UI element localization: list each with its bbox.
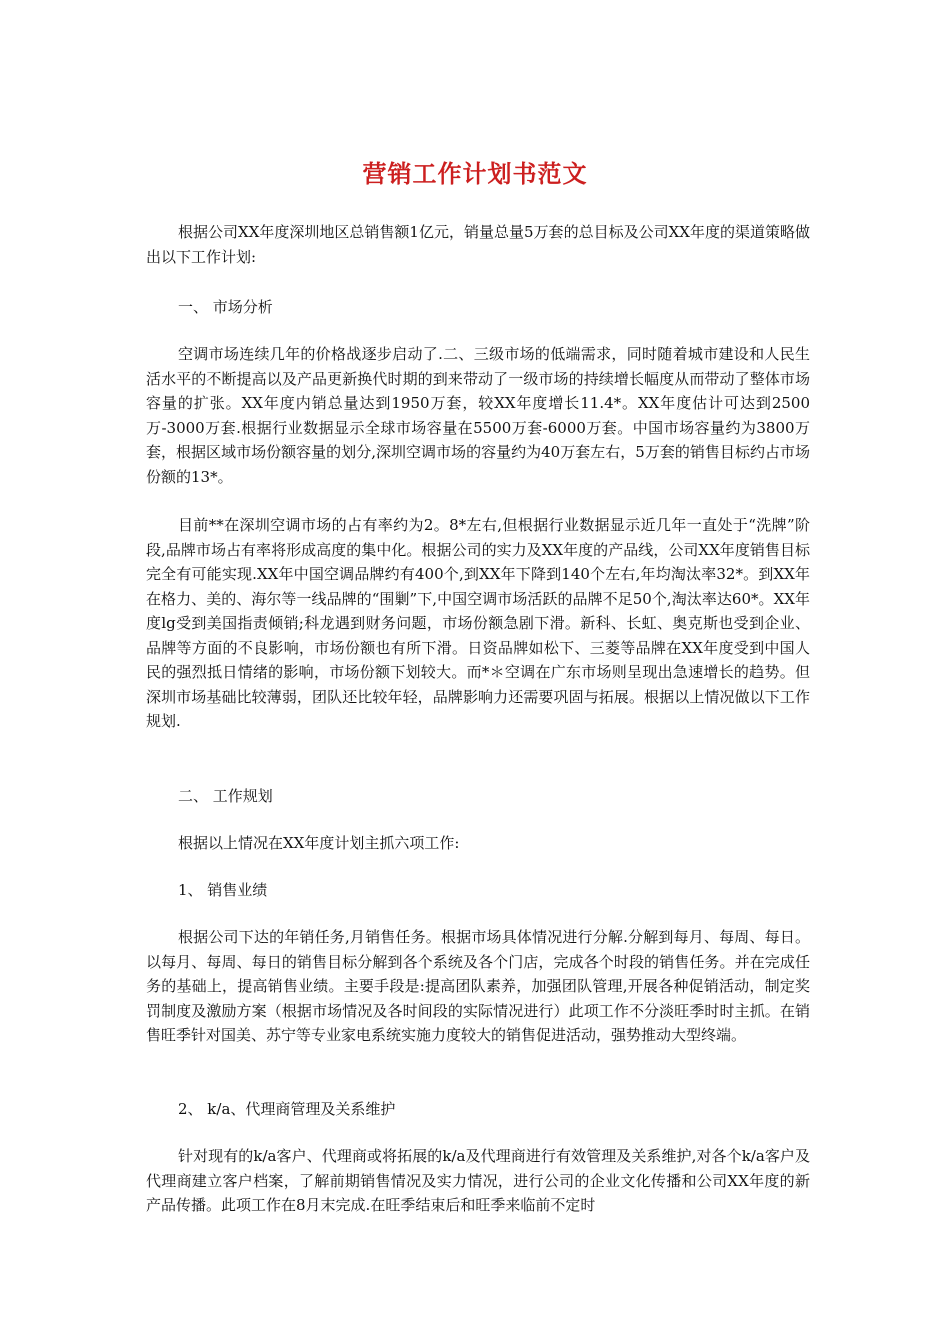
plan-intro-paragraph: 根据以上情况在XX年度计划主抓六项工作: bbox=[178, 834, 460, 852]
document-title: 营销工作计划书范文 bbox=[362, 159, 588, 188]
item-heading-ka-agent-management: 2、 k/a、代理商管理及关系维护 bbox=[178, 1100, 396, 1118]
intro-paragraph: 根据公司XX年度深圳地区总销售额1亿元，销量总量5万套的总目标及公司XX年度的渠道策略做出以下工作计划: bbox=[146, 223, 810, 266]
market-paragraph-2: 目前**在深圳空调市场的占有率约为2。8*左右,但根据行业数据显示近几年一直处于“洗牌”阶段,品牌市场占有率将形成高度的集中化。根据公司的实力及XX年度的产品线，公司XX年度销售目标完全有可能实现.XX年中国空调品牌约有400个,到XX年下降到140个左右,年均淘汰率32*。到XX年在格力、美的、海尔等一线品牌的“围剿”下,中国空调市场活跃的品牌不足50个,淘汰率达60*。XX年度lg受到美国指责倾销;科龙遇到财务问题，市场份额急剧下滑。新科、长虹、奥克斯也受到企业、品牌等方面的不良影响，市场份额也有所下滑。日资品牌如松下、三菱等品牌在XX年度受到中国人民的强烈抵日情绪的影响，市场份额下划较大。而*＊空调在广东市场则呈现出急速增长的趋势。但深圳市场基础比较薄弱，团队还比较年轻，品牌影响力还需要巩固与拓展。根据以上情况做以下工作规划. bbox=[146, 516, 810, 730]
section-heading-work-plan: 二、 工作规划 bbox=[178, 787, 273, 805]
section-heading-market-analysis: 一、 市场分析 bbox=[178, 298, 273, 316]
ka-agent-paragraph: 针对现有的k/a客户、代理商或将拓展的k/a及代理商进行有效管理及关系维护,对各个k/a客户及代理商建立客户档案，了解前期销售情况及实力情况，进行公司的企业文化传播和公司XX年度的新产品传播。此项工作在8月末完成.在旺季结束后和旺季来临前不定时 bbox=[146, 1147, 810, 1214]
item-heading-sales-performance: 1、 销售业绩 bbox=[178, 881, 268, 899]
market-paragraph-1: 空调市场连续几年的价格战逐步启动了.二、三级市场的低端需求，同时随着城市建设和人民生活水平的不断提高以及产品更新换代时期的到来带动了一级市场的持续增长幅度从而带动了整体市场容量的扩张。XX年度内销总量达到1950万套，较XX年度增长11.4*。XX年度估计可达到2500万-3000万套.根据行业数据显示全球市场容量在5500万套-6000万套。中国市场容量约为3800万套，根据区域市场份额容量的划分,深圳空调市场的容量约为40万套左右，5万套的销售目标约占市场份额的13*。 bbox=[146, 345, 810, 486]
sales-performance-paragraph: 根据公司下达的年销任务,月销售任务。根据市场具体情况进行分解.分解到每月、每周、每日。以每月、每周、每日的销售目标分解到各个系统及各个门店，完成各个时段的销售任务。并在完成任务的基础上，提高销售业绩。主要手段是:提高团队素养，加强团队管理,开展各种促销活动，制定奖罚制度及激励方案（根据市场情况及各时间段的实际情况进行）此项工作不分淡旺季时时主抓。在销售旺季针对国美、苏宁等专业家电系统实施力度较大的销售促进活动，强势推动大型终端。 bbox=[146, 928, 810, 1044]
